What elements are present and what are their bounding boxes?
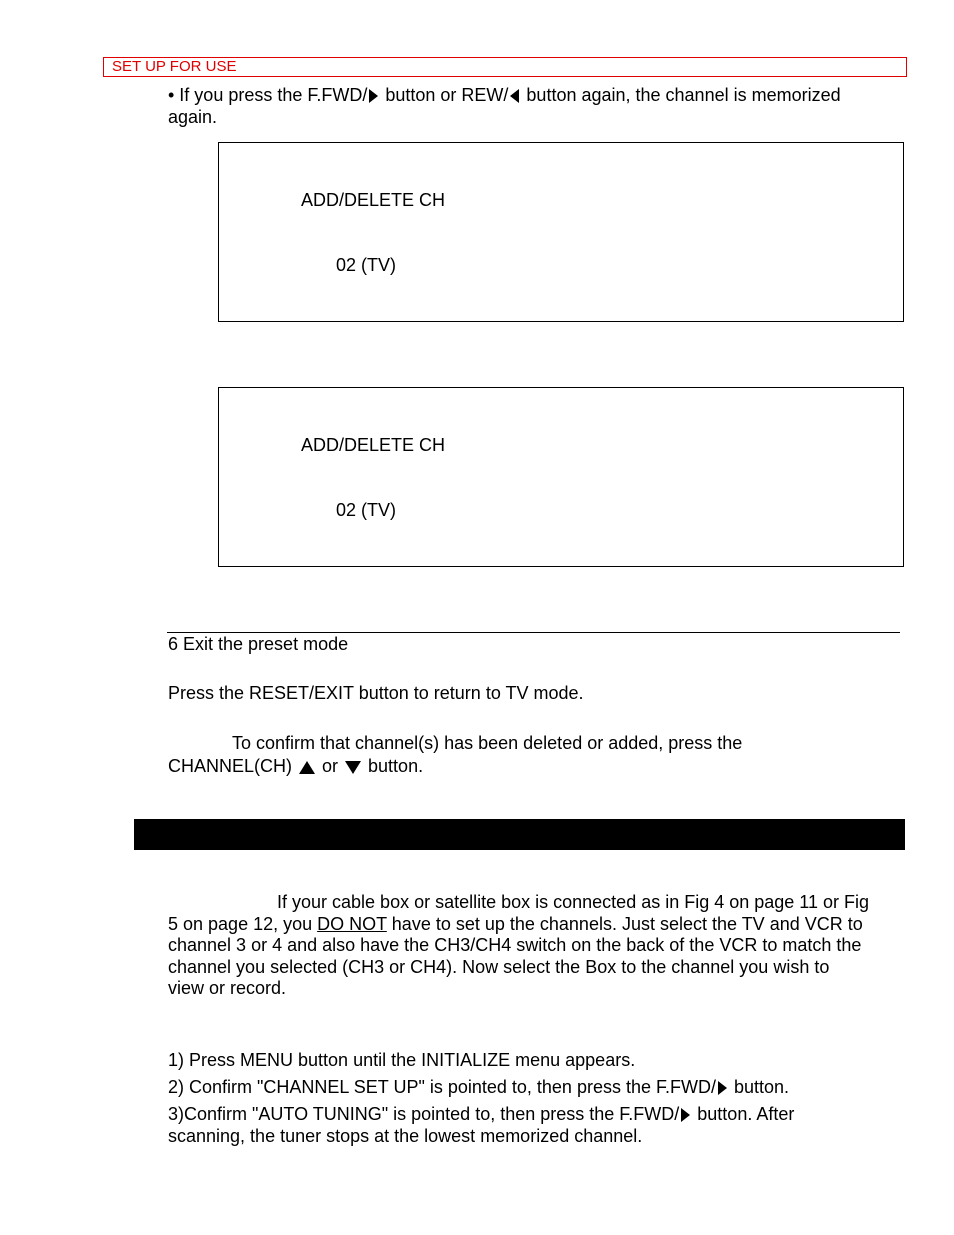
intro-text-a: • If you press the F.FWD/ bbox=[168, 85, 368, 105]
right-triangle-icon bbox=[718, 1081, 727, 1095]
cable-text-b: have to set up the channels. Just select the TV and VCR to bbox=[386, 914, 863, 934]
step6-heading: 6 Exit the preset mode bbox=[168, 634, 349, 654]
osd-screen-2 bbox=[218, 387, 904, 567]
step-3-text-a: 3)Confirm "AUTO TUNING" is pointed to, then press the F.FWD/ bbox=[168, 1104, 680, 1124]
right-triangle-icon bbox=[369, 89, 378, 103]
intro-text-c: button again, the channel is memorized bbox=[521, 85, 841, 105]
section-title-bar bbox=[134, 819, 905, 850]
cable-line-3: channel 3 or 4 and also have the CH3/CH4 switch on the back of the VCR to match the bbox=[168, 935, 862, 955]
osd-screen-1-title: ADD/DELETE CH bbox=[301, 190, 446, 210]
cable-line-2 bbox=[168, 913, 863, 935]
intro-line-2: again. bbox=[168, 107, 218, 127]
note-text-a: CHANNEL(CH) bbox=[168, 756, 298, 776]
step6-instruction: Press the RESET/EXIT button to return to TV mode. bbox=[168, 683, 584, 703]
cable-line-1: If your cable box or satellite box is connected as in Fig 4 on page 11 or Fig bbox=[277, 892, 870, 912]
step-2-text-b: button. bbox=[728, 1077, 790, 1097]
cable-line-5: view or record. bbox=[168, 978, 287, 998]
down-triangle-icon bbox=[345, 761, 361, 774]
cable-line-4: channel you selected (CH3 or CH4). Now select the Box to the channel you wish to bbox=[168, 957, 830, 977]
step-3-text-b: button. After bbox=[692, 1104, 795, 1124]
up-triangle-icon bbox=[299, 761, 315, 774]
osd-screen-2-title: ADD/DELETE CH bbox=[301, 435, 446, 455]
right-triangle-icon bbox=[681, 1108, 690, 1122]
intro-text-b: button or REW/ bbox=[380, 85, 509, 105]
cable-text-a: 5 on page 12, you bbox=[168, 914, 318, 934]
osd-screen-1-channel: 02 (TV) bbox=[336, 255, 397, 275]
step-2-text-a: 2) Confirm "CHANNEL SET UP" is pointed to, then press the F.FWD/ bbox=[168, 1077, 716, 1097]
step6-note-line-2 bbox=[168, 755, 423, 777]
left-triangle-icon bbox=[510, 89, 519, 103]
step-3 bbox=[168, 1103, 794, 1125]
intro-line-1 bbox=[168, 84, 841, 106]
step-3-continued: scanning, the tuner stops at the lowest memorized channel. bbox=[168, 1126, 643, 1146]
step-2 bbox=[168, 1076, 789, 1098]
osd-screen-1 bbox=[218, 142, 904, 322]
step-1: 1) Press MENU button until the INITIALIZE menu appears. bbox=[168, 1050, 636, 1070]
cable-emphasis: DO NOT bbox=[317, 914, 387, 934]
osd-screen-2-channel: 02 (TV) bbox=[336, 500, 397, 520]
note-text-b: or bbox=[317, 756, 344, 776]
section-header-label: SET UP FOR USE bbox=[112, 58, 237, 75]
note-text-c: button. bbox=[363, 756, 424, 776]
step6-note-line-1: To confirm that channel(s) has been deleted or added, press the bbox=[232, 733, 743, 753]
